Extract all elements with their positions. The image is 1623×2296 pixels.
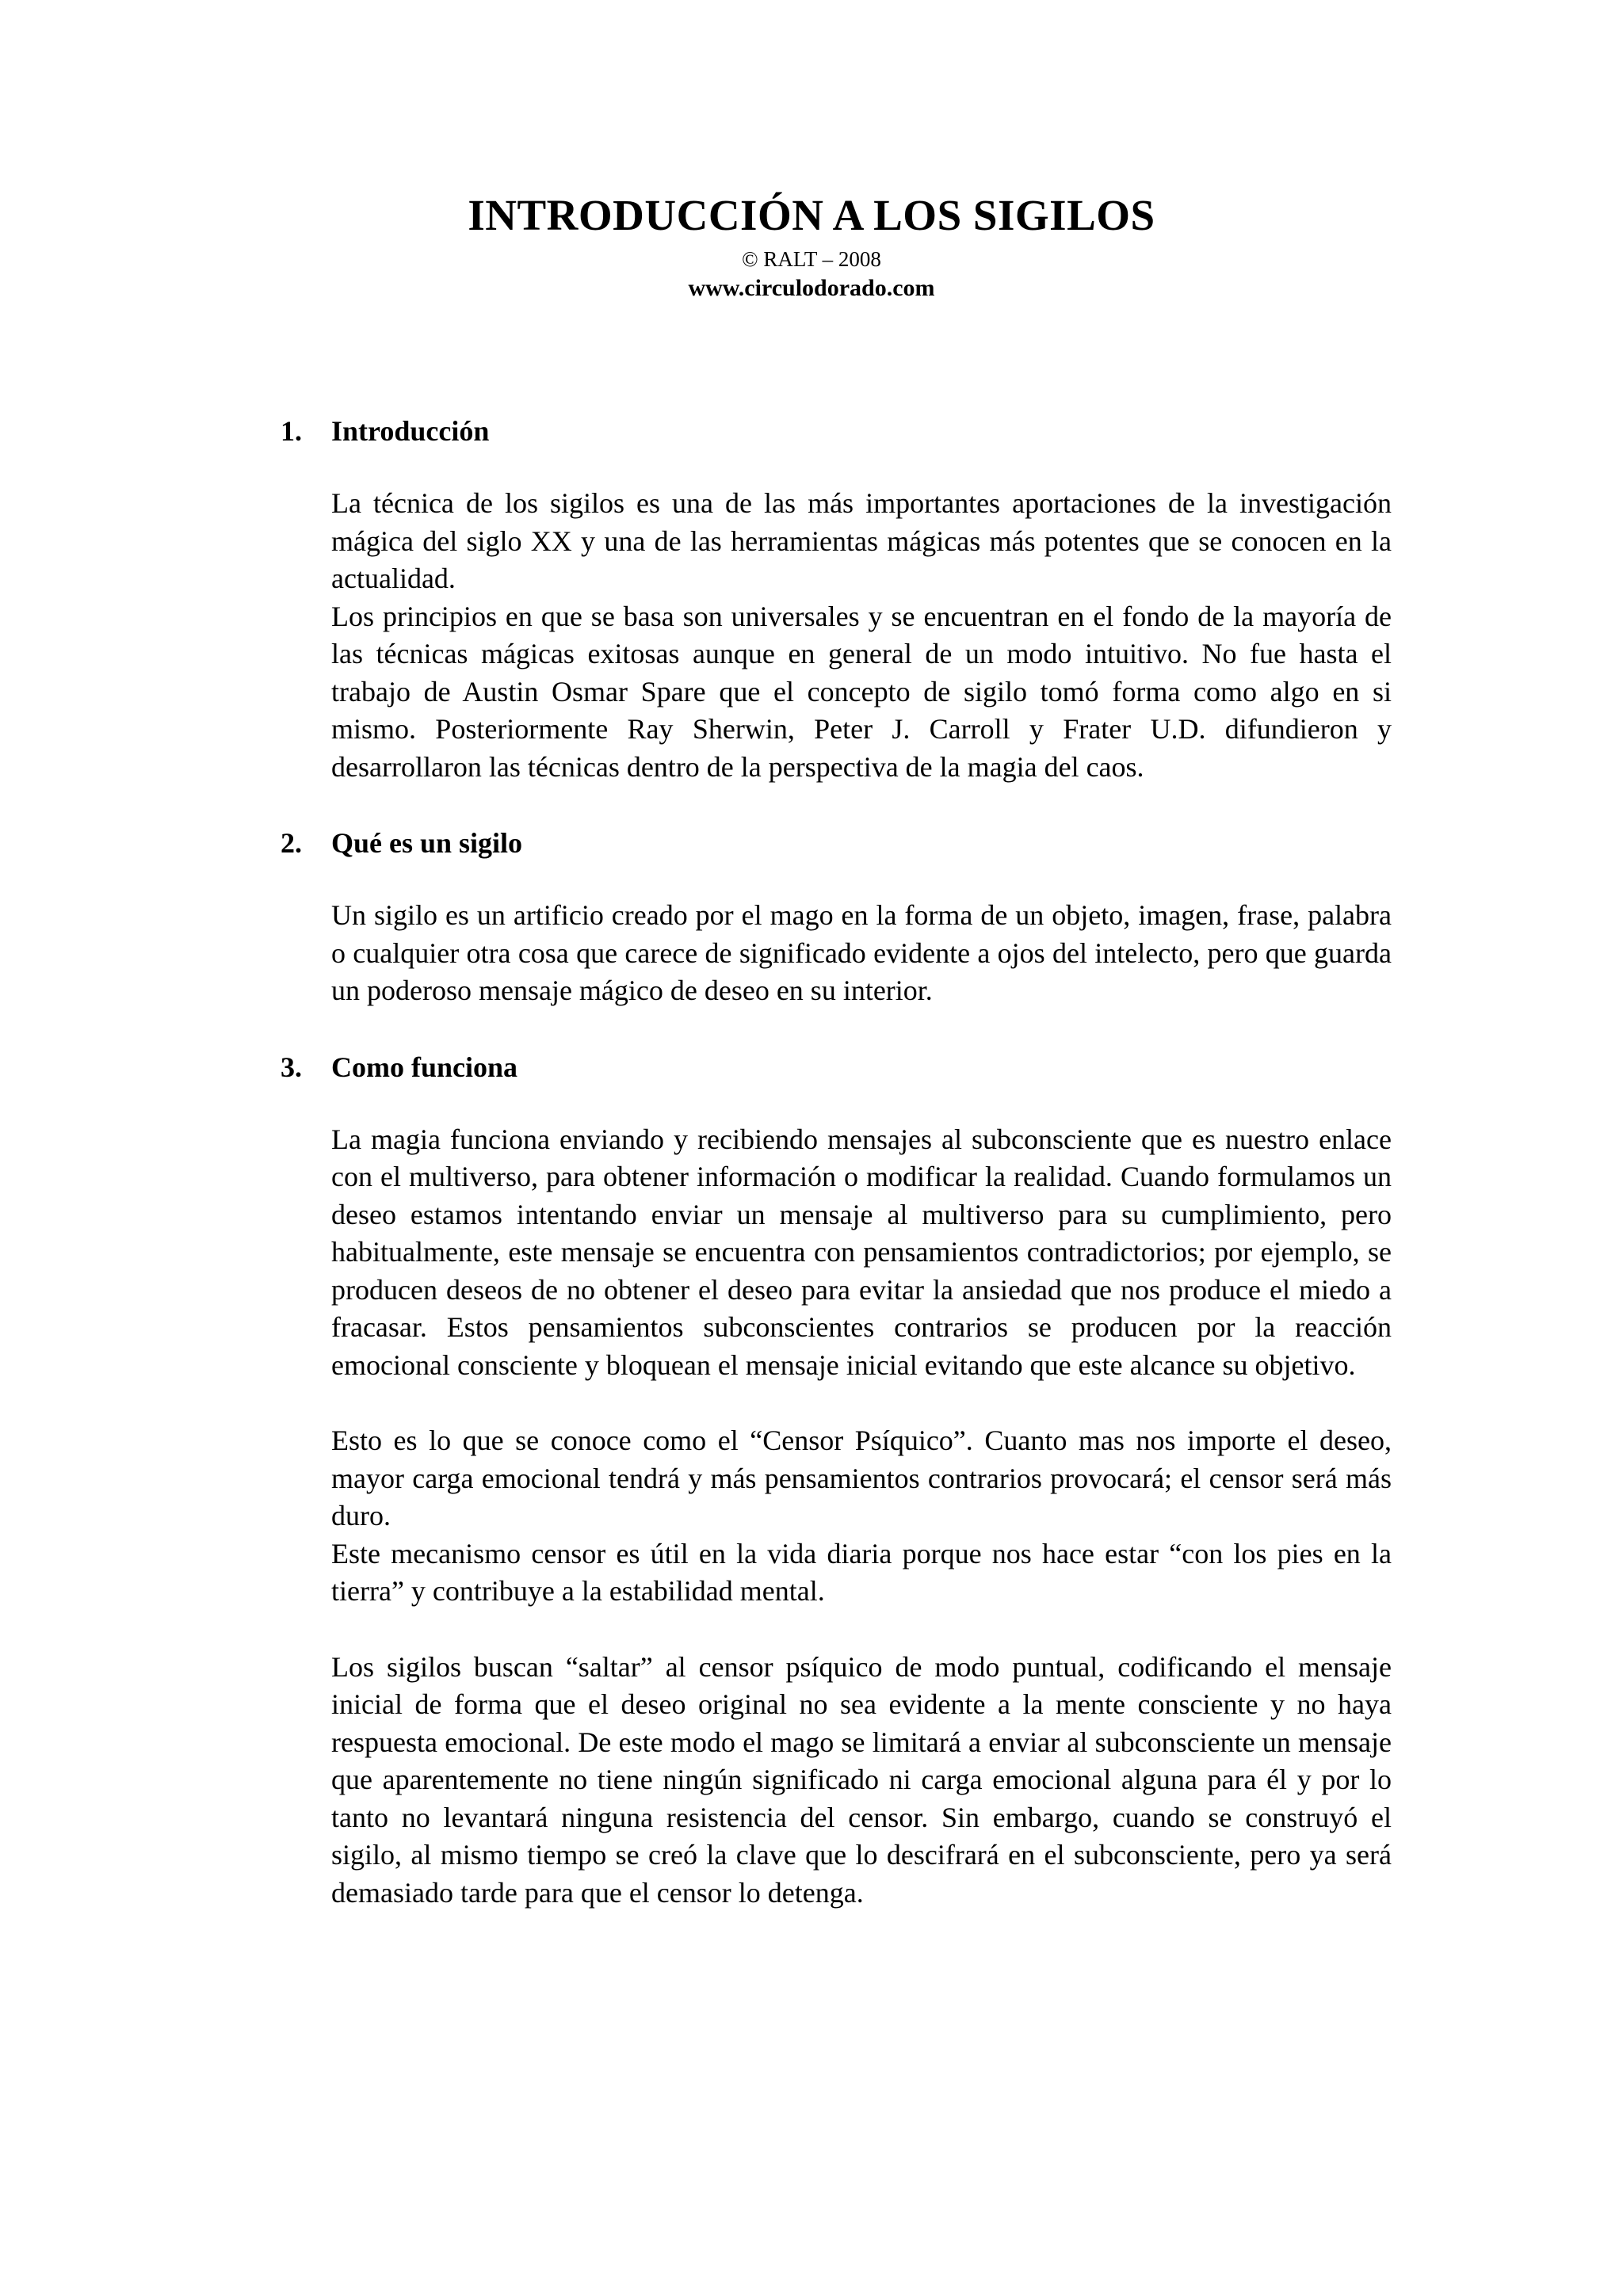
section-number: 3. (281, 1051, 302, 1083)
section-que-es-un-sigilo (281, 824, 1392, 1010)
section-number: 2. (281, 827, 302, 859)
paragraph: La magia funciona enviando y recibiendo mensajes al subconsciente que es nuestro enlace con el multiverso, para obtener información o modificar la realidad. Cuando formulamos un deseo estamos intentando enviar un mensaje al multiverso para su cumplimiento, pero habitualmente, este mensaje se encuentra con pensamientos contradictorios; por ejemplo, se producen deseos de no obtener el deseo para evitar la ansiedad que nos produce el miedo a fracasar. Estos pensamientos subconscientes contrarios se producen por la reacción emocional consciente y bloquean el mensaje inicial evitando que este alcance su objetivo. (331, 1123, 1392, 1381)
section-number: 1. (281, 415, 302, 447)
paragraph: Este mecanismo censor es útil en la vida diaria porque nos hace estar “con los pies en la tierra” y contribuye a la estabilidad mental. (331, 1537, 1392, 1607)
section-como-funciona (281, 1048, 1392, 1913)
paragraph: Los principios en que se basa son universales y se encuentran en el fondo de la mayoría de las técnicas mágicas exitosas aunque en general de un modo intuitivo. No fue hasta el trabajo de Austin Osmar Spare que el concepto de sigilo tomó forma como algo en si mismo. Posteriormente Ray Sherwin, Peter J. Carroll y Frater U.D. difundieron y desarrollaron las técnicas dentro de la perspectiva de la magia del caos. (331, 600, 1392, 783)
document-body (281, 412, 1392, 1912)
website-link[interactable]: www.circulodorado.com (688, 275, 935, 301)
section-title: Introducción (331, 415, 490, 447)
document-header (0, 190, 1623, 304)
paragraph: Un sigilo es un artificio creado por el mago en la forma de un objeto, imagen, frase, palabra o cualquier otra cosa que carece de significado evidente a ojos del intelecto, pero que guarda un poderoso mensaje mágico de deseo en su interior. (331, 899, 1392, 1006)
section-heading (281, 824, 1392, 862)
section-heading (281, 412, 1392, 450)
section-title: Como funciona (331, 1051, 518, 1083)
paragraph: Esto es lo que se conoce como el “Censor Psíquico”. Cuanto mas nos importe el deseo, mayor carga emocional tendrá y más pensamientos contrarios provocará; el censor será más duro. (331, 1425, 1392, 1531)
copyright-line: © RALT – 2008 (742, 247, 881, 271)
paragraph: Los sigilos buscan “saltar” al censor psíquico de modo puntual, codificando el mensaje inicial de forma que el deseo original no sea evidente a la mente consciente y no haya respuesta emocional. De este modo el mago se limitará a enviar al subconsciente un mensaje que aparentemente no tiene ningún significado ni carga emocional alguna para él y por lo tanto no levantará ninguna resistencia del censor. Sin embargo, cuando se construyó el sigilo, al mismo tiempo se creó la clave que lo descifrará en el subconsciente, pero ya será demasiado tarde para que el censor lo detenga. (331, 1650, 1392, 1909)
document-title: INTRODUCCIÓN A LOS SIGILOS (468, 191, 1155, 239)
section-title: Qué es un sigilo (331, 827, 523, 859)
section-introduccion (281, 412, 1392, 786)
section-heading (281, 1048, 1392, 1086)
paragraph: La técnica de los sigilos es una de las más importantes aportaciones de la investigación mágica del siglo XX y una de las herramientas mágicas más potentes que se conocen en la actualidad. (331, 487, 1392, 594)
